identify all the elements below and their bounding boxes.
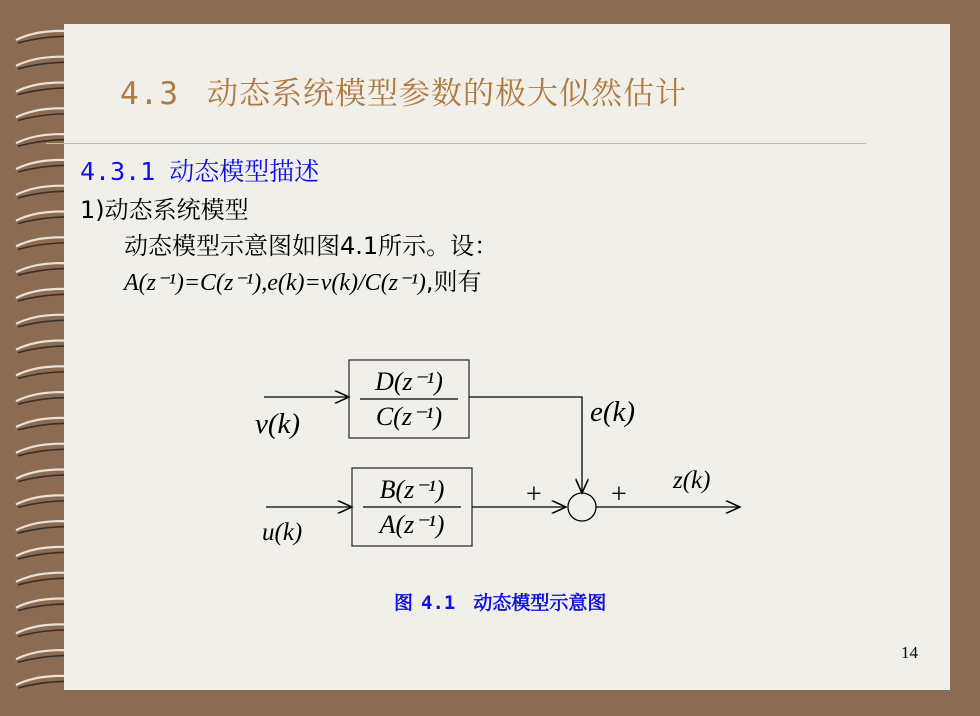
sign-right: + [611,479,627,510]
output-label: z(k) [673,467,711,494]
item-1: 1)动态系统模型 [80,196,249,224]
caption-prefix: 图 [394,592,414,614]
caption-text: 动态模型示意图 [473,592,607,614]
sign-left: + [526,479,542,510]
figure-caption [394,588,606,615]
caption-number: 4.1 [421,592,456,614]
input-top-label: v(k) [255,408,301,440]
title-text: 动态系统模型参数的极大似然估计 [207,76,687,112]
formula: A(z⁻¹)=C(z⁻¹),e(k)=v(k)/C(z⁻¹) [124,270,426,296]
formula-tail: ,则有 [425,268,482,296]
e-signal-label: e(k) [590,396,636,428]
page-number: 14 [901,643,918,662]
input-bottom-label: u(k) [262,519,303,546]
section-title: 动态模型描述 [169,157,320,186]
description-line: 动态模型示意图如图4.1所示。设： [124,232,499,260]
summing-junction [568,493,596,521]
block-bottom-denominator: A(z⁻¹) [379,510,445,539]
title-number: 4.3 [120,76,179,112]
block-top-numerator: D(z⁻¹) [375,367,443,396]
block-top-denominator: C(z⁻¹) [375,402,443,431]
block-bottom-numerator: B(z⁻¹) [379,475,445,504]
section-number: 4.3.1 [80,157,156,186]
